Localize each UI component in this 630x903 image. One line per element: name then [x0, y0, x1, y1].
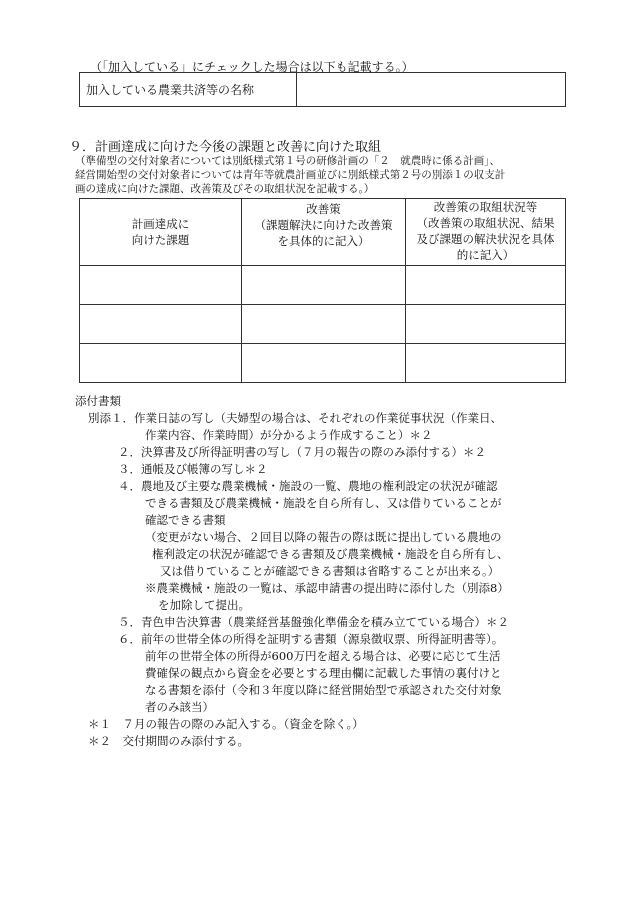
- table-row: [80, 344, 566, 383]
- col-header-status: 改善策の取組状況等 （改善策の取組状況、結果 及び課題の解決状況を具体 的に記入）: [406, 199, 566, 266]
- attachment-line: 権利設定の状況が確認できる書類及び農業機械・施設を自ら所有し、: [152, 547, 509, 561]
- insurance-name-table: [79, 72, 566, 107]
- table-cell[interactable]: [80, 266, 242, 305]
- table-cell[interactable]: [406, 344, 566, 383]
- table-row: [80, 305, 566, 344]
- table-cell[interactable]: [406, 266, 566, 305]
- attachment-line: 費確保の観点から資金を必要とする理由欄に記載した事情の裏付けと: [145, 666, 502, 680]
- col-header-issues: 計画達成に 向けた課題: [80, 199, 242, 266]
- table-cell[interactable]: [242, 266, 406, 305]
- attachment-line: ※農業機械・施設の一覧は、承認申請書の提出時に添付した（別添8）: [145, 581, 509, 595]
- attachment-line: ３．通帳及び帳簿の写し＊２: [118, 462, 268, 476]
- attachment-line: 作業内容、作業時間）が分かるよう作成すること）＊２: [145, 428, 433, 442]
- table-row: [80, 266, 566, 305]
- table-cell[interactable]: [80, 344, 242, 383]
- footnote-1: ＊１ ７月の報告の際のみ記入する。（資金を除く。）: [88, 717, 364, 731]
- attachment-line: ４．農地及び主要な農業機械・施設の一覧、農地の権利設定の状況が確認: [118, 479, 498, 493]
- insurance-name-value[interactable]: [297, 73, 566, 107]
- attachment-line: ６．前年の世帯全体の所得を証明する書類（源泉徴収票、所得証明書等）。: [118, 632, 504, 646]
- table-cell[interactable]: [80, 305, 242, 344]
- attachment-line: なる書類を添付（令和３年度以降に経営開始型で承認された交付対象: [145, 683, 502, 697]
- attachment-line: できる書類及び農業機械・施設を自ら所有し、又は借りていることが: [145, 496, 502, 510]
- plan-issues-table: [79, 198, 566, 383]
- attachments-title: 添付書類: [75, 394, 121, 408]
- section9-sub-line: （準備型の交付対象者については別紙様式第１号の研修計画の「２ 就農時に係る計画」、: [75, 155, 501, 167]
- section9-sub-line: 画の達成に向けた課題、改善策及びその取組状況を記載する。）: [75, 183, 375, 195]
- footnote-2: ＊２ 交付期間のみ添付する。: [88, 734, 249, 748]
- attachment-line: 確認できる書類: [145, 513, 226, 527]
- attachment-line: を加除して提出。: [158, 598, 250, 612]
- attachment-line: （変更がない場合、２回目以降の報告の際は既に提出している農地の: [145, 530, 502, 544]
- attachment-line: ２．決算書及び所得証明書の写し（７月の報告の際のみ添付する）＊２: [118, 445, 486, 459]
- attachment-line: 又は借りていることが確認できる書類は省略することが出来る。）: [160, 564, 500, 578]
- attachment-line: ５．青色申告決算書（農業経営基盤強化準備金を積み立てている場合）＊２: [118, 615, 509, 629]
- attachment-line: 者のみ該当）: [145, 700, 214, 714]
- section9-sub-line: 経営開始型の交付対象者については青年等就農計画並びに別紙様式第２号の別添１の収支計: [75, 169, 506, 181]
- table-cell[interactable]: [242, 344, 406, 383]
- insurance-name-label: 加入している農業共済等の名称: [80, 73, 297, 107]
- col-header-measures: 改善策 （課題解決に向けた改善策 を具体的に記入）: [242, 199, 406, 266]
- top-note: （「加入している」にチェックした場合は以下も記載する。）: [90, 60, 414, 74]
- table-cell[interactable]: [406, 305, 566, 344]
- attachment-line: 別添１．作業日誌の写し（夫婦型の場合は、それぞれの作業従事状況（作業日、: [88, 411, 502, 425]
- section9-heading: ９．計画達成に向けた今後の課題と改善に向けた取組: [69, 140, 382, 155]
- attachment-line: 前年の世帯全体の所得が600万円を超える場合は、必要に応じて生活: [145, 649, 501, 663]
- table-cell[interactable]: [242, 305, 406, 344]
